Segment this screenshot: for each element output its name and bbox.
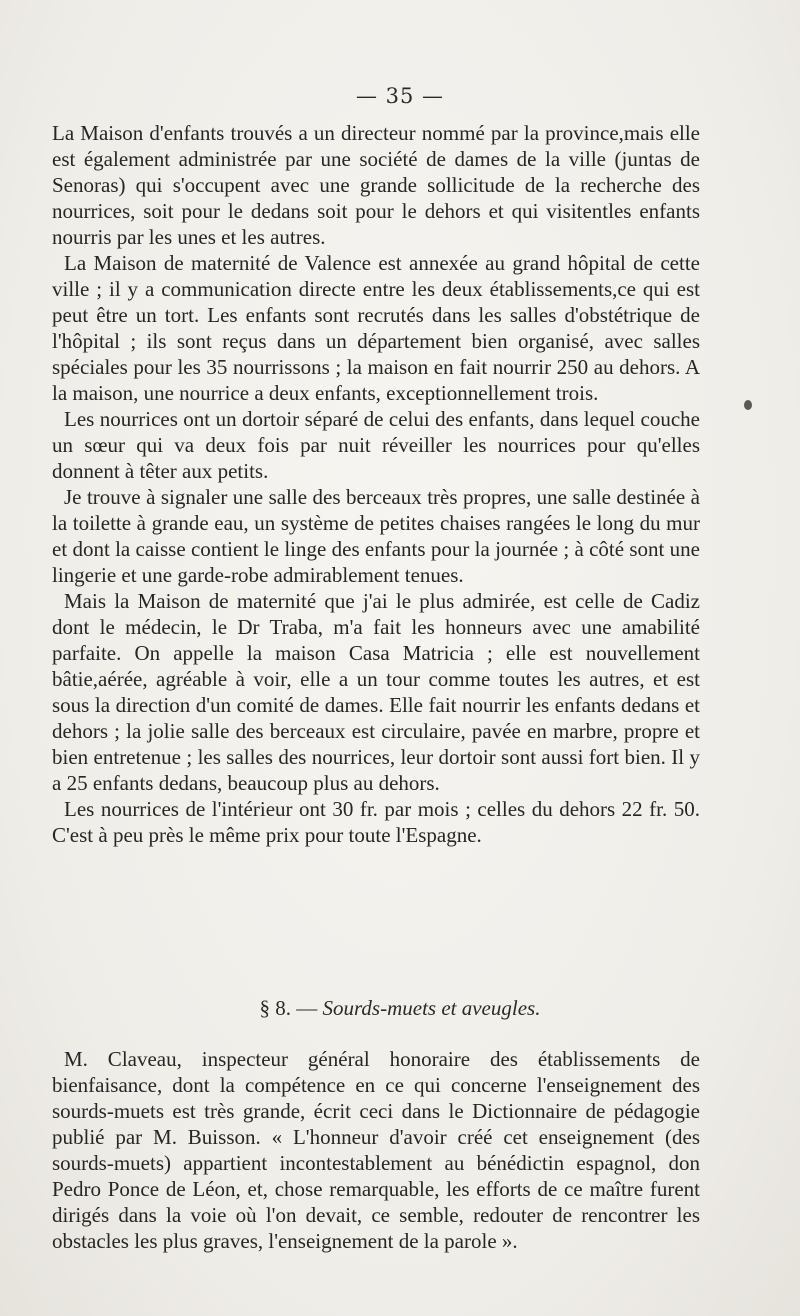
- section-number: § 8. —: [259, 996, 318, 1020]
- paragraph: Les nourrices de l'intérieur ont 30 fr. par mois ; celles du dehors 22 fr. 50. C'est à peu près le même prix pour toute l'Espagne.: [52, 797, 700, 847]
- section-heading: [0, 996, 800, 1021]
- body-text-bottom: [52, 1046, 700, 1254]
- body-text-top: [52, 120, 700, 848]
- page-number: — 35 —: [355, 84, 445, 108]
- paragraph: Je trouve à signaler une salle des berceaux très propres, une salle destinée à la toilette à grande eau, un système de petites chaises rangées le long du mur et dont la caisse contient le linge des enfants pour la journée ; à côté sont une lingerie et une garde-robe admirablement tenues.: [52, 485, 700, 587]
- section-title: Sourds-muets et aveugles.: [322, 996, 541, 1020]
- paragraph: La Maison de maternité de Valence est annexée au grand hôpital de cette ville ; il y a communication directe entre les deux établissements,ce qui est peut être un tort. Les enfants sont recrutés dans les salles d'obstétrique de l'hôpital ; ils sont reçus dans un département bien organisé, avec salles spéciales pour les 35 nourrissons ; la maison en fait nourrir 250 au dehors. A la maison, une nourrice a deux enfants, exceptionnellement trois.: [52, 251, 700, 405]
- paragraph: Mais la Maison de maternité que j'ai le plus admirée, est celle de Cadiz dont le médecin, le Dr Traba, m'a fait les honneurs avec une amabilité parfaite. On appelle la maison Casa Matricia ; elle est nouvellement bâtie,aérée, agréable à voir, elle a un tour comme toutes les autres, et est sous la direction d'un comité de dames. Elle fait nourrir les enfants dedans et dehors ; la jolie salle des berceaux est circulaire, pavée en marbre, propre et bien entretenue ; les salles des nourrices, leur dortoir sont aussi fort bien. Il y a 25 enfants dedans, beaucoup plus au dehors.: [52, 589, 700, 795]
- paragraph: Les nourrices ont un dortoir séparé de celui des enfants, dans lequel couche un sœur qui va deux fois par nuit réveiller les nourrices pour qu'elles donnent à têter aux petits.: [52, 407, 700, 483]
- paragraph: M. Claveau, inspecteur général honoraire des établissements de bienfaisance, dont la compétence en ce qui concerne l'enseignement des sourds-muets est très grande, écrit ceci dans le Dictionnaire de pédagogie publié par M. Buisson. « L'honneur d'avoir créé cet enseignement (des sourds-muets) appartient incontestablement au bénédictin espagnol, don Pedro Ponce de Léon, et, chose remarquable, les efforts de ce maître furent dirigés dans la voie où l'on devait, ce semble, redouter de rencontrer les obstacles les plus graves, l'enseignement de la parole ».: [52, 1047, 700, 1253]
- ink-spot-mark: [744, 400, 752, 410]
- paragraph: La Maison d'enfants trouvés a un directeur nommé par la province,mais elle est également administrée par une société de dames de la ville (juntas de Senoras) qui s'occupent avec une grande sollicitude de la recherche des nourrices, soit pour le dedans soit pour le dehors et qui visitentles enfants nourris par les unes et les autres.: [52, 121, 700, 249]
